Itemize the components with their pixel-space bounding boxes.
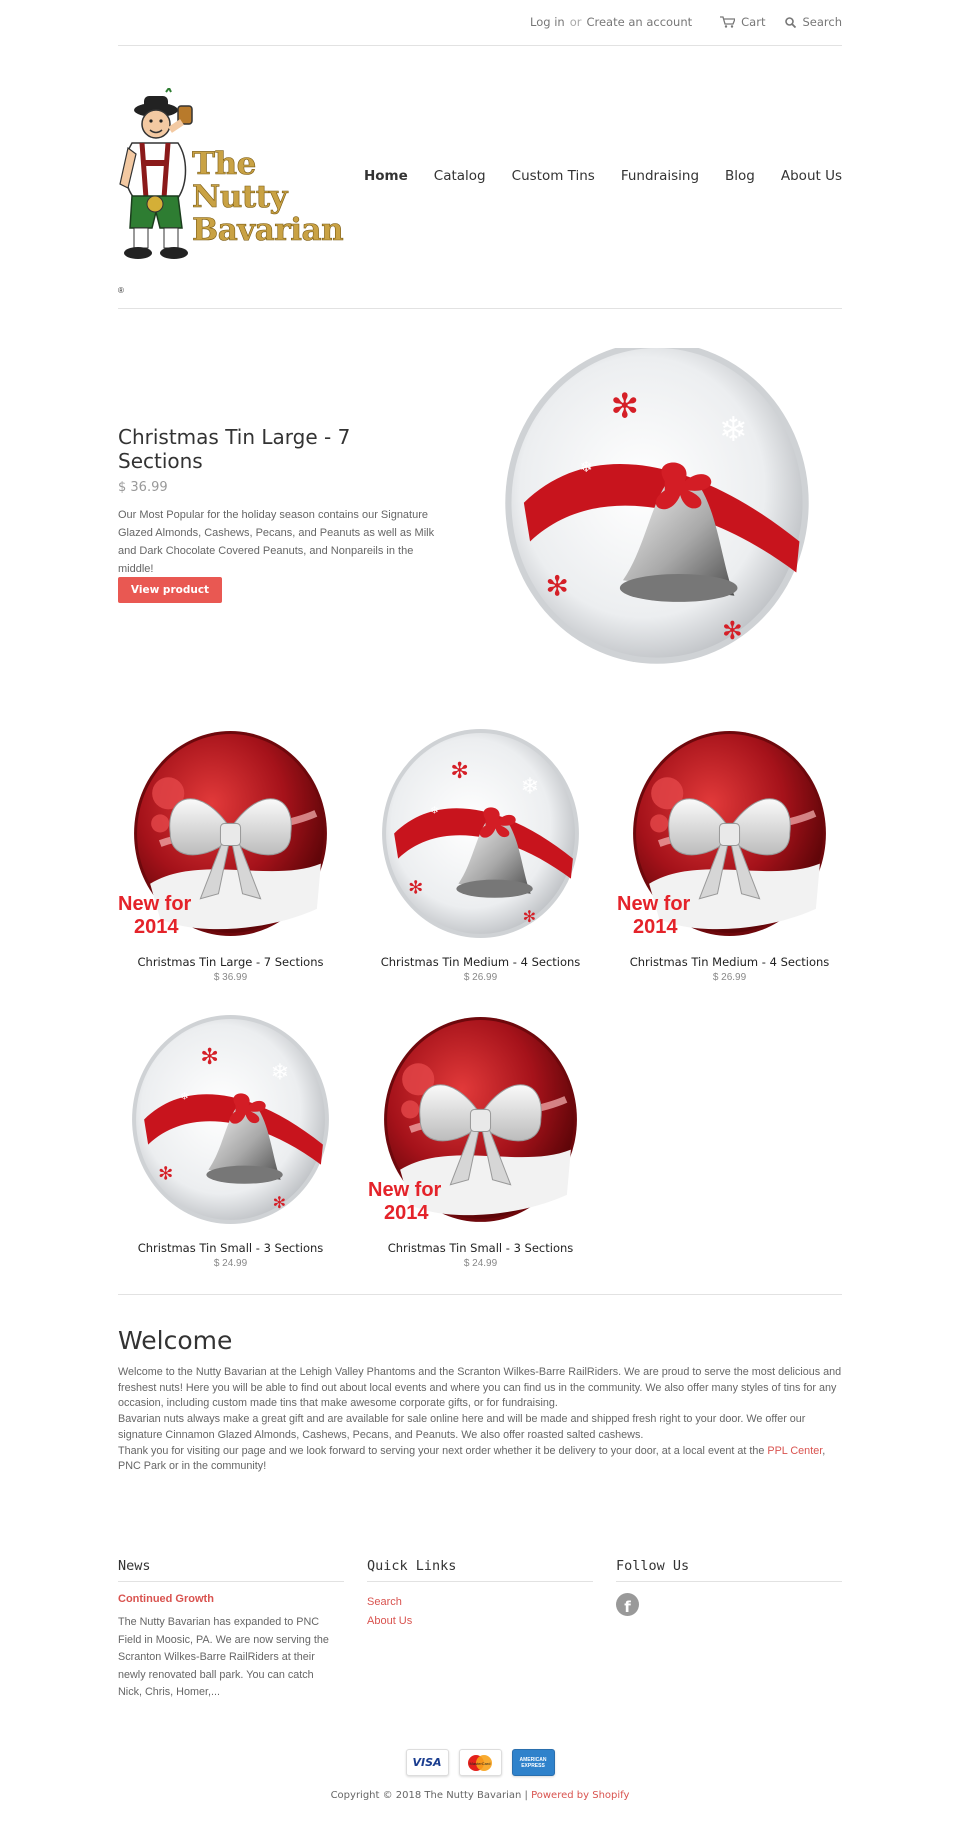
search-icon (785, 17, 796, 28)
product-image[interactable] (368, 725, 593, 950)
product-price: $ 24.99 (213, 1258, 248, 1269)
news-post-excerpt: The Nutty Bavarian has expanded to PNC Field in Moosic, PA. We are now serving the Scranton Wilkes-Barre RailRiders at their newly renovated ball park. You can catch Nick, Chris, Homer,... (118, 1616, 329, 1698)
featured-price: $ 36.99 (118, 480, 168, 495)
badge-line-1: New for (617, 893, 691, 915)
payment-icons (0, 1749, 960, 1776)
cart-link[interactable] (720, 15, 765, 29)
mastercard-icon (459, 1749, 502, 1776)
news-post-title[interactable]: Continued Growth (118, 1593, 214, 1605)
american-express-icon (512, 1749, 555, 1776)
product-image[interactable] (118, 1011, 343, 1236)
visa-label: VISA (412, 1756, 442, 1769)
search-link[interactable] (785, 15, 842, 29)
cart-icon (720, 16, 735, 28)
welcome-title: Welcome (118, 1326, 233, 1355)
welcome-paragraph-1: Welcome to the Nutty Bavarian at the Lehigh Valley Phantoms and the Scranton Wilkes-Barre RailRiders. We are proud to serve the most delicious and freshest nuts! Here you will be able to find out about local events and where you can find us in the community. We also offer many styles of tins for any occasion, including custom made tins that make awesome corporate gifts, or for fundraising. (118, 1366, 842, 1410)
quick-link-about-us[interactable]: About Us (367, 1615, 413, 1627)
featured-product-image[interactable] (502, 348, 812, 670)
nav-custom-tins[interactable]: Custom Tins (511, 168, 595, 184)
welcome-p3-end: , PNC Park or in the community! (118, 1444, 826, 1473)
product-card[interactable] (118, 1011, 343, 1269)
product-card[interactable] (617, 725, 842, 983)
login-link[interactable]: Log in (530, 15, 565, 29)
top-bar (118, 0, 842, 46)
product-price: $ 26.99 (463, 972, 498, 983)
copyright-text: Copyright © 2018 The Nutty Bavarian | (330, 1790, 532, 1801)
product-price: $ 36.99 (213, 972, 248, 983)
product-name[interactable]: Christmas Tin Large - 7 Sections (137, 955, 324, 969)
account-links (530, 15, 842, 29)
main-nav (364, 168, 842, 184)
welcome-paragraph-3 (118, 1444, 842, 1475)
footer-news (118, 1558, 344, 1702)
nav-fundraising[interactable]: Fundraising (620, 168, 700, 184)
product-image[interactable] (118, 725, 343, 950)
view-product-button[interactable]: View product (118, 577, 222, 603)
facebook-icon[interactable]: f (616, 1593, 639, 1616)
bavarian-mascot-icon (118, 88, 198, 268)
product-card[interactable] (368, 1011, 593, 1269)
featured-title[interactable]: Christmas Tin Large - 7 Sections (118, 425, 351, 473)
badge-line-1: New for (118, 893, 192, 915)
featured-description: Our Most Popular for the holiday season contains our Signature Glazed Almonds, Cashews, Pecans, and Peanuts as well as Milk and Dark Chocolate Covered Peanuts, and Nonpareils in the middle! (118, 509, 435, 575)
ppl-center-link[interactable]: PPL Center (767, 1444, 823, 1457)
product-card[interactable] (118, 725, 343, 983)
product-name[interactable]: Christmas Tin Small - 3 Sections (387, 1241, 574, 1255)
nav-home[interactable]: Home (363, 168, 408, 184)
search-label: Search (802, 15, 842, 29)
logo-line-3: Bavarian (192, 212, 344, 248)
follow-heading: Follow Us (616, 1558, 842, 1582)
news-heading: News (118, 1558, 344, 1582)
new-badge (118, 893, 191, 939)
site-header (118, 46, 842, 309)
mastercard-label: MasterCard (469, 1760, 491, 1766)
badge-line-2: 2014 (633, 916, 678, 938)
nav-catalog[interactable]: Catalog (433, 168, 486, 184)
footer-quick-links (367, 1558, 593, 1631)
product-name[interactable]: Christmas Tin Medium - 4 Sections (629, 955, 830, 969)
visa-icon (406, 1749, 449, 1776)
badge-line-1: New for (368, 1179, 442, 1201)
welcome-p3-text: Thank you for visiting our page and we look forward to serving your next order whether it be delivery to your door, at a local event at the (118, 1444, 768, 1457)
product-image[interactable] (368, 1011, 593, 1236)
section-divider (118, 1294, 842, 1295)
logo[interactable] (118, 88, 348, 295)
logo-wordmark (192, 148, 343, 247)
product-image[interactable] (617, 725, 842, 950)
welcome-section (118, 1326, 842, 1475)
product-grid (118, 725, 842, 1285)
footer (118, 1558, 842, 1718)
product-name[interactable]: Christmas Tin Small - 3 Sections (137, 1241, 324, 1255)
new-badge (368, 1179, 441, 1225)
nav-about-us[interactable]: About Us (780, 168, 842, 184)
quick-links-heading: Quick Links (367, 1558, 593, 1582)
badge-line-2: 2014 (134, 916, 179, 938)
product-card[interactable] (368, 725, 593, 983)
quick-link-search[interactable]: Search (367, 1596, 402, 1608)
create-account-link[interactable]: Create an account (586, 15, 693, 29)
footer-follow (616, 1558, 842, 1616)
or-separator: or (569, 15, 582, 29)
nav-blog[interactable]: Blog (725, 168, 755, 184)
cart-label: Cart (741, 15, 766, 29)
registered-mark: ® (118, 286, 124, 295)
badge-line-2: 2014 (384, 1202, 429, 1224)
logo-line-2: Nutty (192, 179, 288, 215)
powered-by-shopify-link[interactable]: Powered by Shopify (531, 1790, 630, 1801)
product-price: $ 24.99 (463, 1258, 498, 1269)
logo-line-1: The (192, 146, 256, 182)
product-price: $ 26.99 (712, 972, 747, 983)
amex-label: AMERICAN EXPRESS (519, 1756, 547, 1769)
copyright (0, 1790, 960, 1801)
new-badge (617, 893, 690, 939)
welcome-paragraph-2: Bavarian nuts always make a great gift and are available for sale online here and will be made and shipped fresh right to your door. We offer our signature Cinnamon Glazed Almonds, Cashews, Pecans, and Peanuts. We also offer roasted salted cashews. (118, 1413, 806, 1441)
featured-product (118, 310, 842, 680)
product-name[interactable]: Christmas Tin Medium - 4 Sections (380, 955, 581, 969)
